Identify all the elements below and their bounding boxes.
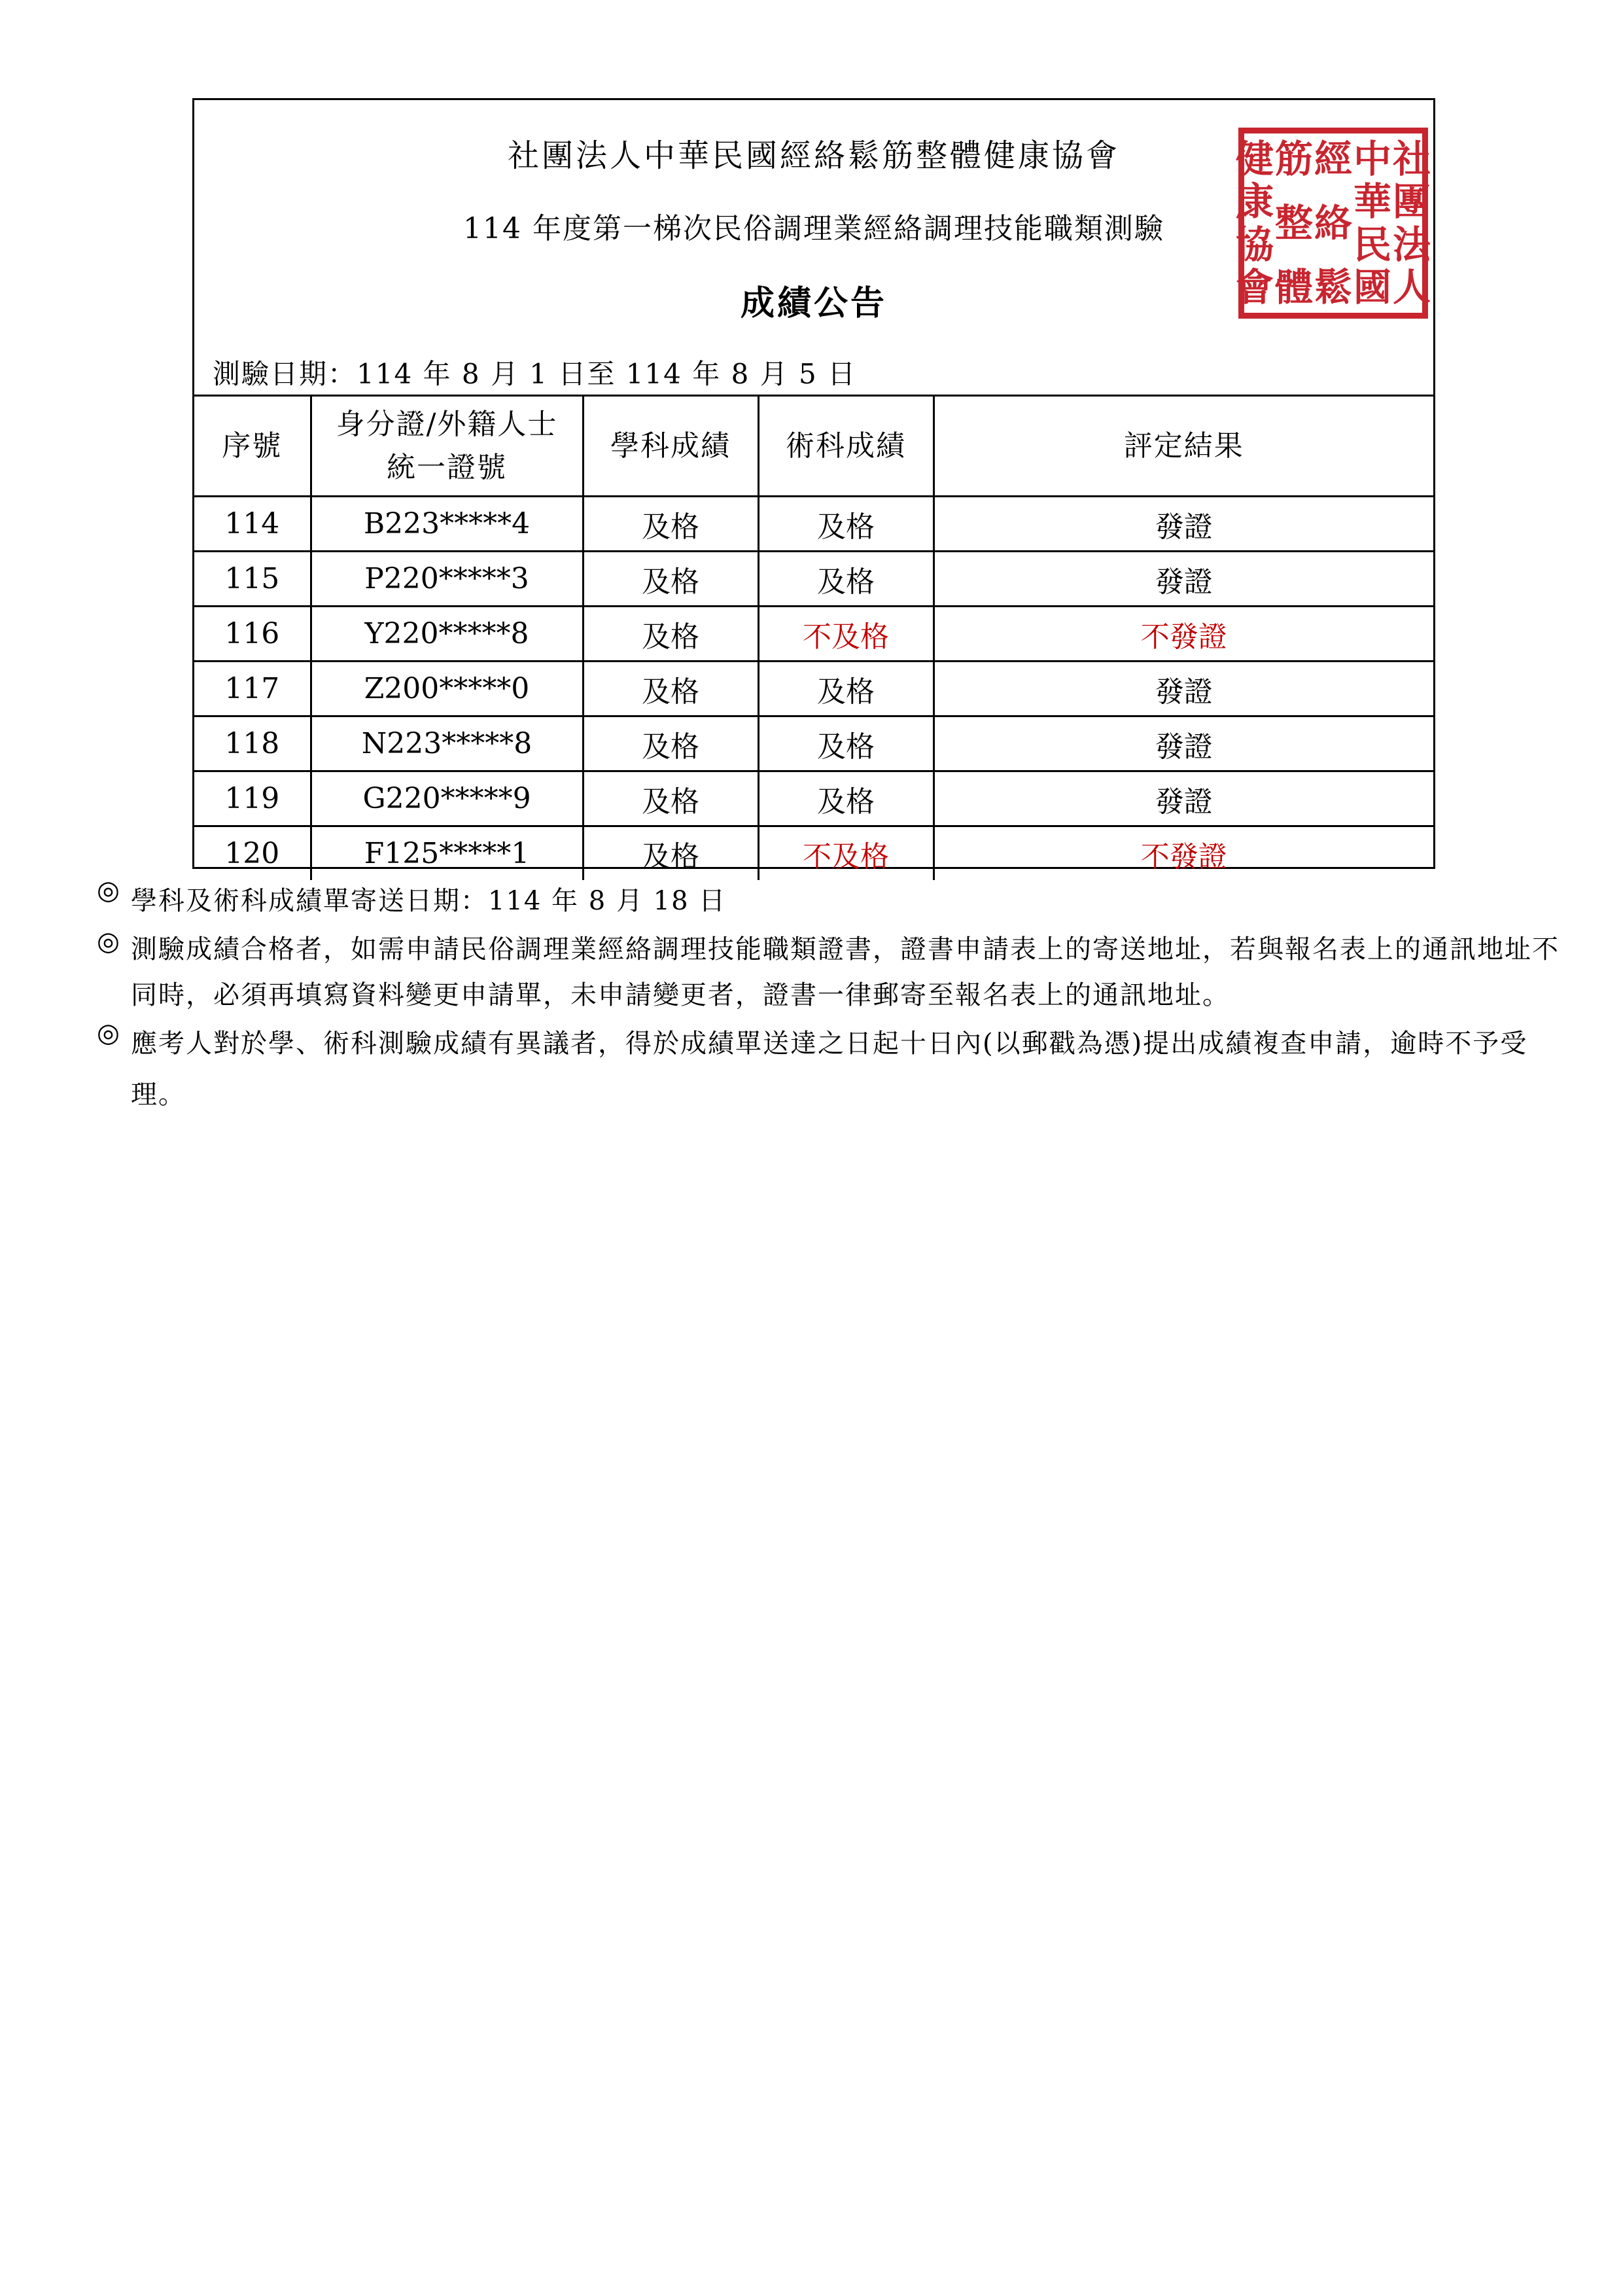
cell-result: 發證 xyxy=(934,497,1433,552)
notes-section xyxy=(97,875,1562,1120)
seal-glyph: 絡 xyxy=(1314,201,1353,245)
seal-column xyxy=(1235,137,1274,309)
table-row xyxy=(194,716,1433,771)
seal-column xyxy=(1274,137,1313,309)
seal-glyph: 會 xyxy=(1235,264,1274,309)
seal-glyph: 人 xyxy=(1393,264,1431,309)
table-row xyxy=(194,826,1433,881)
table-row xyxy=(194,552,1433,607)
header-seq: 序號 xyxy=(194,396,311,497)
header-result: 評定結果 xyxy=(934,396,1433,497)
cell-theory: 及格 xyxy=(583,771,758,826)
cell-id: B223*****4 xyxy=(311,497,583,552)
seal-glyph: 民 xyxy=(1353,222,1392,267)
table-row xyxy=(194,497,1433,552)
announcement-header xyxy=(194,100,1433,395)
cell-result: 發證 xyxy=(934,662,1433,716)
cell-result: 發證 xyxy=(934,716,1433,771)
note-item xyxy=(97,927,1562,1018)
results-table xyxy=(194,395,1433,880)
seal-glyph: 康 xyxy=(1235,179,1274,224)
cell-id: G220*****9 xyxy=(311,771,583,826)
note-bullet: ◎ xyxy=(97,875,121,906)
cell-result: 不發證 xyxy=(934,826,1433,881)
cell-id: P220*****3 xyxy=(311,552,583,607)
organization-name: 社團法人中華民國經絡鬆筋整體健康協會 xyxy=(507,137,1120,174)
cell-theory: 及格 xyxy=(583,716,758,771)
table-row xyxy=(194,607,1433,662)
seal-glyph: 經 xyxy=(1314,137,1353,181)
seal-glyph: 中 xyxy=(1353,137,1392,181)
results-announcement-frame xyxy=(192,98,1435,874)
cell-theory: 及格 xyxy=(583,662,758,716)
note-item xyxy=(97,875,1562,927)
cell-theory: 及格 xyxy=(583,552,758,607)
cell-theory: 及格 xyxy=(583,607,758,662)
seal-glyph: 社 xyxy=(1393,137,1431,181)
cell-theory: 及格 xyxy=(583,497,758,552)
seal-glyph: 鬆 xyxy=(1314,265,1353,309)
cell-seq: 117 xyxy=(194,662,311,716)
note-bullet: ◎ xyxy=(97,927,121,957)
cell-seq: 114 xyxy=(194,497,311,552)
header-theory: 學科成績 xyxy=(583,396,758,497)
note-text: 學科及術科成績單寄送日期：114 年 8 月 18 日 xyxy=(131,886,727,916)
cell-id: F125*****1 xyxy=(311,826,583,881)
cell-result: 不發證 xyxy=(934,607,1433,662)
seal-glyph: 國 xyxy=(1353,264,1392,309)
table-row xyxy=(194,662,1433,716)
seal-glyph: 筋 xyxy=(1274,137,1313,181)
cell-id: Z200*****0 xyxy=(311,662,583,716)
cell-id: Y220*****8 xyxy=(311,607,583,662)
note-bullet: ◎ xyxy=(97,1018,121,1048)
note-item xyxy=(97,1018,1562,1120)
cell-seq: 120 xyxy=(194,826,311,881)
seal-glyph: 整 xyxy=(1274,201,1313,245)
seal-glyph: 華 xyxy=(1353,179,1392,224)
cell-seq: 116 xyxy=(194,607,311,662)
notice-title: 成績公告 xyxy=(740,283,887,323)
seal-column xyxy=(1353,137,1392,309)
header-practical: 術科成績 xyxy=(758,396,934,497)
note-text: 測驗成績合格者，如需申請民俗調理業經絡調理技能職類證書，證書申請表上的寄送地址，若與報名表上的通訊地址不同時，必須再填寫資料變更申請單，未申請變更者，證書一律郵寄至報名表上的通訊地址。 xyxy=(131,934,1560,1010)
cell-seq: 119 xyxy=(194,771,311,826)
header-id-line1: 身分證/外籍人士 xyxy=(336,407,558,441)
test-dates: 測驗日期：114 年 8 月 1 日至 114 年 8 月 5 日 xyxy=(213,358,857,390)
cell-seq: 115 xyxy=(194,552,311,607)
seal-column xyxy=(1393,137,1431,309)
cell-seq: 118 xyxy=(194,716,311,771)
exam-title: 114 年度第一梯次民俗調理業經絡調理技能職類測驗 xyxy=(463,212,1164,245)
cell-practical: 及格 xyxy=(758,771,934,826)
cell-theory: 及格 xyxy=(583,826,758,881)
cell-result: 發證 xyxy=(934,771,1433,826)
cell-practical: 及格 xyxy=(758,662,934,716)
organization-seal xyxy=(1235,128,1431,319)
cell-practical: 不及格 xyxy=(758,607,934,662)
seal-glyph: 協 xyxy=(1235,222,1274,267)
seal-glyph: 體 xyxy=(1274,265,1313,309)
cell-practical: 及格 xyxy=(758,552,934,607)
note-text: 應考人對於學、術科測驗成績有異議者，得於成績單送達之日起十日內(以郵戳為憑)提出成績複查申請，逾時不予受理。 xyxy=(131,1029,1528,1110)
table-row xyxy=(194,771,1433,826)
cell-id: N223*****8 xyxy=(311,716,583,771)
table-header-row xyxy=(194,396,1433,497)
cell-practical: 不及格 xyxy=(758,826,934,881)
cell-practical: 及格 xyxy=(758,497,934,552)
seal-column xyxy=(1314,137,1353,309)
cell-practical: 及格 xyxy=(758,716,934,771)
header-id-line2: 統一證號 xyxy=(387,450,507,484)
seal-glyph: 法 xyxy=(1393,222,1431,267)
header-id xyxy=(311,396,583,497)
seal-glyph: 團 xyxy=(1393,179,1431,224)
seal-glyph: 健 xyxy=(1235,137,1274,181)
cell-result: 發證 xyxy=(934,552,1433,607)
